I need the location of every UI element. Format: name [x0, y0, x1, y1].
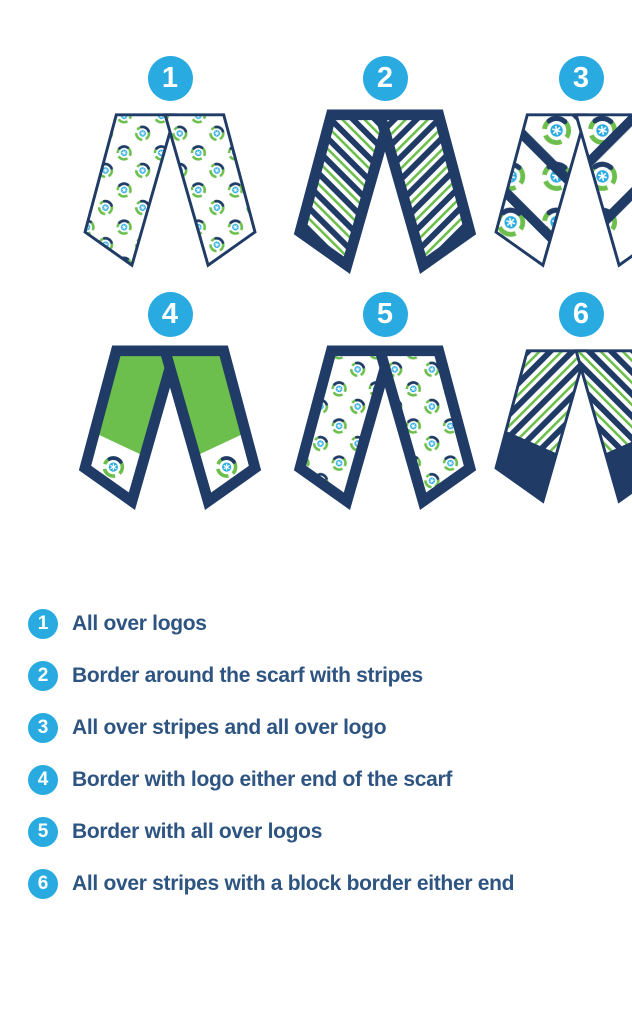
legend-3-number-badge: 3 — [28, 713, 58, 743]
legend-5-label: Border with all over logos — [72, 820, 323, 843]
legend-2-label: Border around the scarf with stripes — [72, 664, 423, 687]
scarf-option-3 — [488, 56, 632, 275]
scarf-4-graphic — [77, 343, 263, 511]
legend-4-number-badge: 4 — [28, 765, 58, 795]
scarf-option-6 — [488, 292, 632, 511]
legend-4-label: Border with logo either end of the scarf — [72, 768, 453, 791]
legend-2-number-badge: 2 — [28, 661, 58, 691]
legend-5-number-badge: 5 — [28, 817, 58, 847]
scarf-1-graphic — [77, 107, 263, 275]
scarf-2-graphic — [292, 107, 478, 275]
scarf-option-2 — [292, 56, 478, 275]
option-5-number-badge — [363, 292, 408, 337]
option-2-number-badge — [363, 56, 408, 101]
scarf-5-graphic — [292, 343, 478, 511]
scarf-option-5 — [292, 292, 478, 511]
option-5-number: 5 — [376, 298, 394, 330]
legend-item-2 — [28, 650, 514, 702]
legend-6-label: All over stripes with a block border either end — [72, 872, 515, 895]
option-3-number-badge — [559, 56, 604, 101]
option-6-number: 6 — [572, 298, 590, 330]
legend-3-label: All over stripes and all over logo — [72, 716, 387, 739]
option-2-number: 2 — [376, 62, 394, 94]
legend-item-4 — [28, 754, 514, 806]
legend-6-number-badge: 6 — [28, 869, 58, 899]
legend-item-1 — [28, 598, 514, 650]
legend-1-number-badge: 1 — [28, 609, 58, 639]
scarf-6-graphic — [488, 343, 632, 511]
scarf-3-graphic — [488, 107, 632, 275]
scarf-option-4 — [77, 292, 263, 511]
option-6-number-badge — [559, 292, 604, 337]
option-3-number: 3 — [572, 62, 590, 94]
option-4-number: 4 — [161, 298, 179, 330]
legend-item-3 — [28, 702, 514, 754]
legend-item-6 — [28, 858, 514, 910]
option-1-number-badge — [148, 56, 193, 101]
legend — [28, 598, 514, 910]
legend-1-label: All over logos — [72, 612, 207, 635]
legend-item-5 — [28, 806, 514, 858]
option-1-number: 1 — [161, 62, 179, 94]
scarf-option-1 — [77, 56, 263, 275]
option-4-number-badge — [148, 292, 193, 337]
